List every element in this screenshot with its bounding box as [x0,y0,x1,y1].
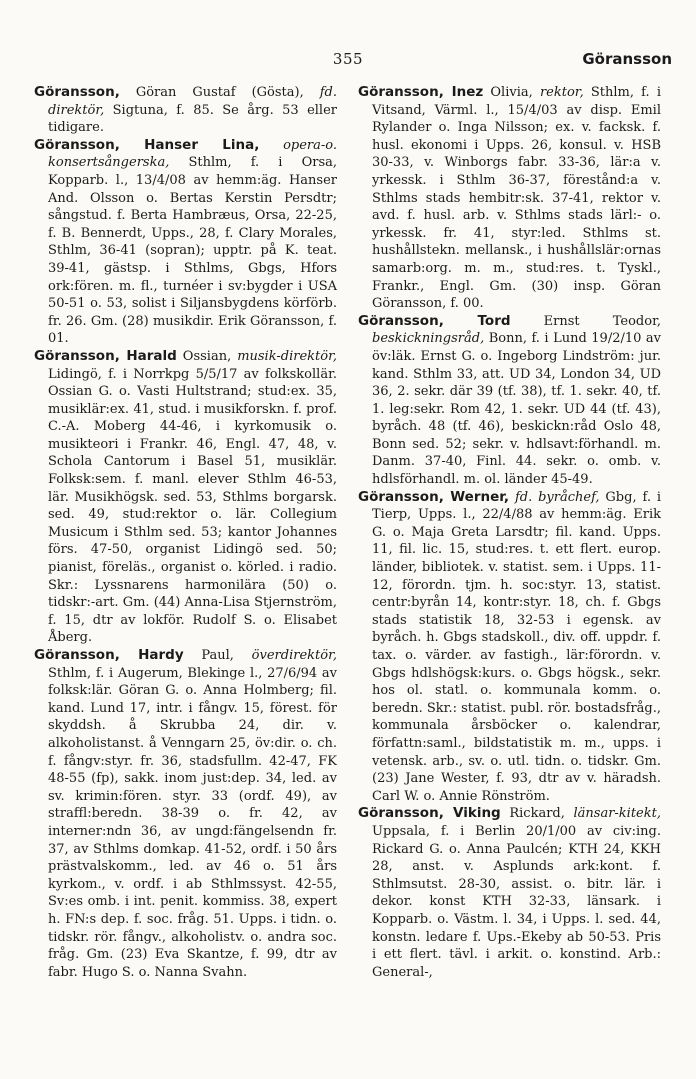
entry-occupation: beskickningsråd, [372,331,485,347]
entry-occupation: rektor, [532,85,584,100]
page-number: 355 [332,50,364,68]
entry-headword: Göransson, Viking [358,805,501,822]
entry-headword: Göransson, Hardy [34,647,184,663]
entry-text: Bonn, f. i Lund 19/2/10 av öv:läk. Ernst G. o. Ingeborg Lindström: jur. kand. Sthlm 33, att. UD 34, London 34, UD 36, 2. sekr. där 39 (tf. 38), tf. 1. sekr. 40, tf. 1. leg:sekr. Rom 42, 1. sekr. UD 44 (tf. 43), byråch. 48 (tf. 46), beskickn:råd Oslo 48, Bonn sed. 52; sekr. v. hdlsavt:förhandl. m. Danm. 37-40, Finl. 44. sekr. o. omb. v. hdlsförhandl. m. ol. länder 45-49. [372,331,661,488]
entry-given-names: Olivia, [483,85,533,100]
entry-given-names: Ernst Teodor, [510,313,661,329]
entry-tord [358,313,661,489]
entry-occupation: länsar-kitekt, [564,806,661,822]
running-head: Göransson [582,50,672,68]
entry-given-names: Göran Gustaf (Gösta), [119,85,304,100]
entry-text: Sigtuna, f. 85. Se årg. 53 eller tidigare. [48,102,337,136]
entry-headword: Göransson, [34,84,120,100]
entry-headword: Göransson, Tord [358,312,511,329]
entry-text: Uppsala, f. i Berlin 20/1/00 av civ:ing. Rickard G. o. Anna Paulcén; KTH 24, KKH 28, anst. v. Asplunds ark:kont. f. Sthlmsutst. 28-30, assist. o. bitr. lär. i dekor. konst KTH 32-33, länsark. i Kopparb. o. Västm. l. 34, i Upps. l. sed. 44, konstn. ledare f. Ups.-Ekeby ab 50-53. Pris i ett flert. tävl. i arkit. o. konstind. Arb.: General-, [372,823,661,980]
entry-occupation: fd. byråchef, [509,489,600,505]
entry-headword: Göransson, Inez [358,84,484,100]
entry-headword: Göransson, Harald [34,347,177,364]
page-header [24,46,672,76]
entry-text: Lidingö, f. i Norrkpg 5/5/17 av folkskollär. Ossian G. o. Vasti Hultstrand; stud:ex. 35, musiklär:ex. 41, stud. i musikforskn. f. prof. C.-A. Moberg 44-46, i kyrkomusik o. musikteori i Frankr. 46, Engl. 47, 48, v. Schola Cantorum i Basel 51, musiklär. Folksk:sem. f. manl. elever Sthlm 46-53, lär. Musikhögsk. sed. 53, Sthlms borgarsk. sed. 49, stud:rektor o. lär. Collegium Musicum i Sthlm sed. 53; kantor Johannes förs. 47-50, organist Lidingö sed. 50; pianist, föreläs., organist o. körled. i radio. Skr.: Lyssnarens harmonilära (50) o. tidskr:-art. Gm. (44) Anna-Lisa Stjernström, f. 15, dtr av lokför. Rudolf S. o. Elisabet Åberg. [48,366,337,646]
left-column [34,84,337,981]
entry-text: Sthlm, f. i Orsa, Kopparb. l., 13/4/08 av hemm:äg. Hanser And. Olsson o. Bertas Kerstin Persdtr; sångstud. f. Berta Hambræus, Orsa, 22-25, f. B. Bennerdt, Upps., 28, f. Clary Morales, Sthlm, 36-41 (sopran); upptr. på K. teat. 39-41, gästsp. i Sthlms, Gbgs, Hfors ork:fören. m. fl., turnéer i sv:bygder i USA 50-51 o. 53, solist i Siljansbygdens körförb. fr. 26. Gm. (28) musikdir. Erik Göransson, f. 01. [48,155,337,347]
right-column [358,84,661,981]
entry-harald [34,348,337,647]
entry-gosta [34,84,337,137]
entry-inez [358,84,661,313]
entry-headword: Göransson, Werner, [358,488,510,505]
entry-text: Gbg, f. i Tierp, Upps. l., 22/4/88 av hemm:äg. Erik G. o. Maja Greta Larsdtr; fil. kand. Upps. 11, fil. lic. 15, stud:res. t. ett flert. europ. länder, bibliotek. v. statist. sem. i Upps. 11-12, förordn. tjm. h. soc:styr. 13, statist. centr:byrån 14, kontr:styr. 18, ch. f. Gbgs stads statistik 18, 32-53 i egensk. av byråch. h. Gbgs stadskoll., div. off. uppdr. f. tax. o. värder. av fastigh., lär:förordn. v. Gbgs hdlshögsk:kurs. o. Gbgs högsk., sekr. hos ol. statl. o. kommunala komm. o. beredn. Skr.: statist. publ. rör. bostadsfråg., kommunala årsböcker o. kalendrar, författn:saml., bildstatistik m. m., upps. i vetensk. arb., sv. o. utl. tidn. o. tidskr. Gm. (23) Jane Wester, f. 93, dtr av v. häradsh. Carl W. o. Annie Rönström. [372,489,661,804]
entry-text: Sthlm, f. i Vitsand, Värml. l., 15/4/03 av disp. Emil Rylander o. Inga Nilsson; ex. v. facksk. f. husl. ekonomi i Upps. 26, konsul. v. HSB 30-33, v. Winborgs fabr. 33-36, lär:a v. yrkessk. i Sthlm 36-37, förestånd:a v. Sthlms stads hembitr:sk. 37-41, rektor v. avd. f. husl. arb. v. Sthlms stads lärl:- o. yrkessk. fr. 41, styr:led. Sthlms st. hushållstekn. mellansk., i hushållslär:ornas samarb:org. m. m., stud:res. t. Tyskl., Frankr., Engl. Gm. (30) insp. Göran Göransson, f. 00. [372,85,661,312]
entry-hardy [34,647,337,981]
entry-lina [34,137,337,348]
entry-given-names: Rickard, [500,806,565,822]
entry-headword: Göransson, Hanser Lina, [34,136,260,153]
entry-occupation: fd. direktör, [48,85,337,118]
entry-occupation: överdirektör, [233,648,337,663]
entry-given-names: Ossian, [176,348,232,364]
entry-viking [358,805,661,981]
entry-text: Sthlm, f. i Augerum, Blekinge l., 27/6/94 av folksk:lär. Göran G. o. Anna Holmberg; fil. kand. Lund 17, intr. i fångv. 15, förest. för skyddsh. å Skrubba 24, dir. v. alkoholistanst. å Venngarn 25, öv:dir. o. ch. f. fångv:styr. fr. 36, stadsfullm. 42-47, FK 48-55 (fp), sakk. inom just:dep. 34, led. av sv. krimin:fören. styr. 33 (ordf. 49), av straffl:beredn. 38-39 o. fr. 42, av interner:ndn 36, av ungd:fängelsendn fr. 37, av Sthlms domkap. 41-52, ordf. i 50 års prästvalskomm., led. av 46 o. 51 års kyrkom., v. ordf. i ab Sthlmssyst. 42-55, Sv:es omb. i int. penit. kommiss. 38, expert h. FN:s dep. f. soc. fråg. 51. Upps. i tidn. o. tidskr. rör. fångv., alkoholistv. o. andra soc. fråg. Gm. (23) Eva Skantze, f. 99, dtr av fabr. Hugo S. o. Nanna Svahn. [48,665,337,980]
entry-werner [358,489,661,806]
entry-given-names: Paul, [183,648,234,663]
entry-occupation: opera-o. konsertsångerska, [48,137,337,171]
entry-occupation: musik-direktör, [231,348,337,364]
